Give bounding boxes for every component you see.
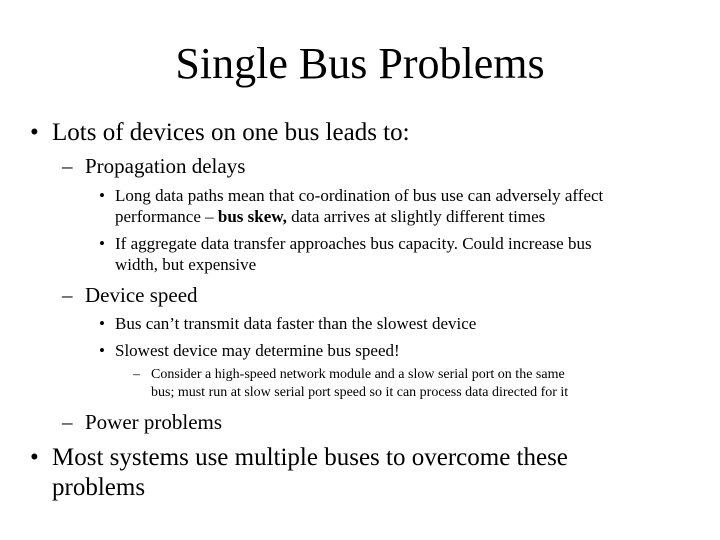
dash-marker: – (133, 367, 140, 382)
subpoint-text: Device speed (85, 283, 198, 307)
bullet-marker: • (99, 186, 105, 205)
detail-long-data-paths (99, 185, 604, 227)
detail-line-2 (115, 206, 603, 227)
subpoint-text: Power problems (85, 410, 223, 434)
bullet-line-2: problems (52, 474, 146, 501)
bus-skew-term: bus skew, (217, 207, 287, 226)
bullet-marker: • (30, 444, 39, 471)
bullet-line-1: Most systems use multiple buses to overcome these (52, 444, 568, 471)
detail-bus-cant-transmit (99, 313, 477, 334)
detail-line-1: Long data paths mean that co-ordination of bus use can adversely affect (115, 186, 604, 205)
detail-text: Slowest device may determine bus speed! (115, 341, 400, 360)
subpoint-device-speed (62, 282, 198, 308)
dash-marker: – (62, 283, 73, 307)
note-line-1: Consider a high-speed network module and a slow serial port on the same (151, 367, 565, 382)
subpoint-power-problems (62, 409, 223, 435)
detail-aggregate-transfer (99, 233, 592, 275)
bullet-marker: • (30, 119, 39, 146)
bullet-text: Lots of devices on one bus leads to: (52, 119, 410, 146)
bullet-marker: • (99, 341, 105, 360)
slide-title: Single Bus Problems (175, 39, 545, 88)
detail-line-2: width, but expensive (115, 255, 257, 274)
detail-line-2-end: data arrives at slightly different times (286, 207, 546, 226)
bullet-multiple-buses (30, 443, 568, 503)
note-line-2: bus; must run at slow serial port speed so it can process data directed for it (151, 385, 569, 400)
dash-marker: – (62, 410, 73, 434)
detail-text: Bus can’t transmit data faster than the slowest device (115, 314, 477, 333)
subpoint-text: Propagation delays (85, 154, 246, 178)
detail-line-2-start: performance – (115, 207, 218, 226)
detail-line-1: If aggregate data transfer approaches bus capacity. Could increase bus (115, 234, 592, 253)
bullet-lots-of-devices (30, 118, 410, 148)
bullet-marker: • (99, 234, 105, 253)
subpoint-propagation-delays (62, 153, 246, 179)
detail-slowest-device (99, 340, 400, 361)
dash-marker: – (62, 154, 73, 178)
bullet-marker: • (99, 314, 105, 333)
note-serial-port-example (133, 366, 569, 402)
